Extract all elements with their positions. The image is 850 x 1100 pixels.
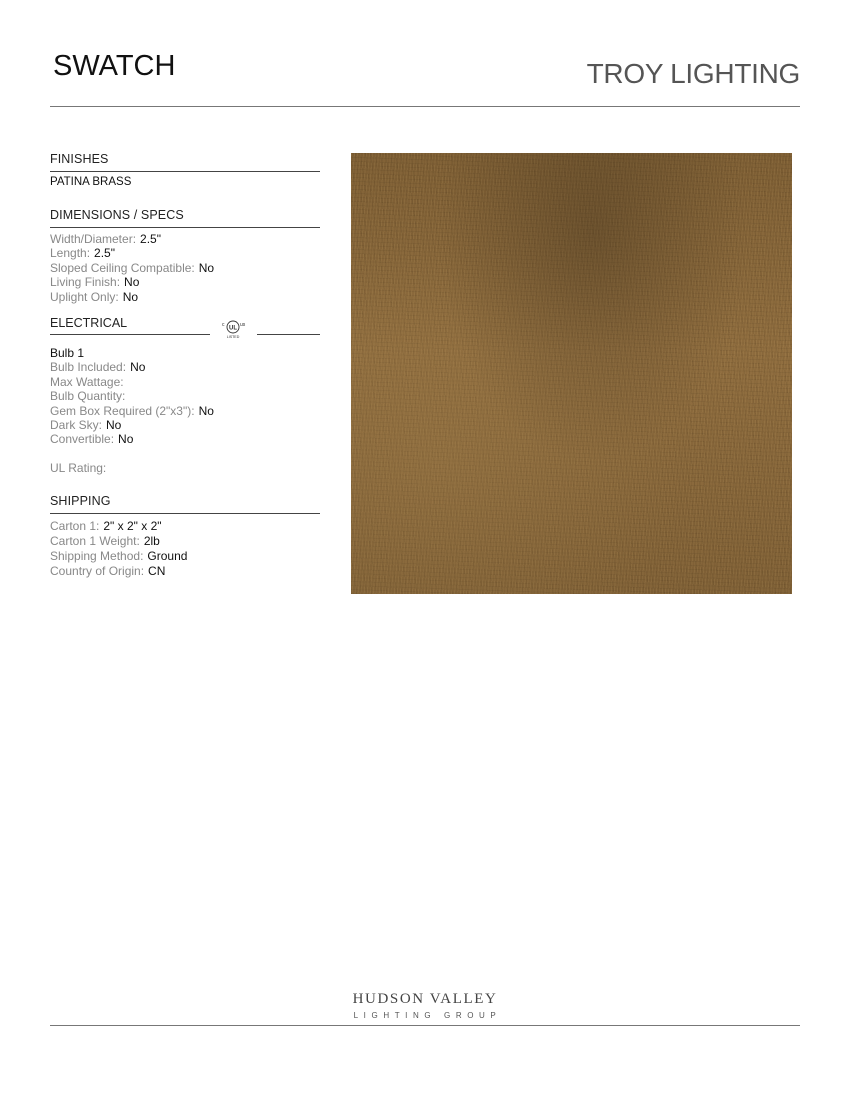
spec-row: Bulb Included: No bbox=[50, 360, 146, 375]
electrical-header bbox=[50, 316, 320, 340]
shipping-heading: SHIPPING bbox=[50, 494, 320, 514]
spec-row: Max Wattage: bbox=[50, 374, 124, 389]
ul-rating-row: UL Rating: bbox=[50, 460, 107, 475]
page-title: SWATCH bbox=[53, 50, 176, 82]
dimensions-heading: DIMENSIONS / SPECS bbox=[50, 208, 320, 228]
header-divider bbox=[50, 106, 800, 107]
spec-row: Bulb Quantity: bbox=[50, 389, 126, 404]
spec-row: Living Finish: No bbox=[50, 275, 140, 290]
spec-row: Carton 1 Weight: 2lb bbox=[50, 534, 160, 549]
svg-text:c: c bbox=[222, 322, 225, 329]
finish-swatch-image bbox=[351, 153, 792, 594]
spec-row: Gem Box Required (2"x3"): No bbox=[50, 403, 214, 418]
dimensions-list bbox=[50, 232, 320, 304]
spec-row: Width/Diameter: 2.5" bbox=[50, 232, 161, 246]
spec-row: Length: 2.5" bbox=[50, 246, 115, 261]
svg-text:LISTED: LISTED bbox=[226, 335, 240, 340]
footer-divider bbox=[50, 1025, 800, 1026]
electrical-heading: ELECTRICAL bbox=[50, 316, 128, 331]
electrical-rule-right bbox=[257, 334, 320, 335]
spec-row: Dark Sky: No bbox=[50, 418, 122, 433]
spec-row: Country of Origin: CN bbox=[50, 564, 166, 579]
electrical-list bbox=[50, 360, 320, 446]
spec-column bbox=[50, 152, 320, 579]
svg-text:UL: UL bbox=[229, 325, 237, 332]
spec-row: Carton 1: 2" x 2" x 2" bbox=[50, 519, 162, 534]
shipping-list bbox=[50, 519, 320, 579]
bulb-label: Bulb 1 bbox=[50, 346, 85, 361]
spec-row: Shipping Method: Ground bbox=[50, 549, 188, 564]
brand-name: TROY LIGHTING bbox=[586, 58, 800, 89]
hudson-valley-logo bbox=[0, 991, 850, 1020]
spec-row: Uplight Only: No bbox=[50, 289, 139, 304]
spec-row: Convertible: No bbox=[50, 432, 134, 447]
svg-text:us: us bbox=[240, 322, 246, 329]
logo-sub-text: LIGHTING GROUP bbox=[353, 1011, 502, 1020]
electrical-rule-left bbox=[50, 334, 210, 335]
ul-listed-icon bbox=[220, 318, 246, 340]
spec-row: Sloped Ceiling Compatible: No bbox=[50, 260, 215, 275]
finishes-heading: FINISHES bbox=[50, 152, 320, 172]
finish-value: PATINA BRASS bbox=[50, 176, 132, 188]
logo-main-text: HUDSON VALLEY bbox=[352, 991, 498, 1007]
